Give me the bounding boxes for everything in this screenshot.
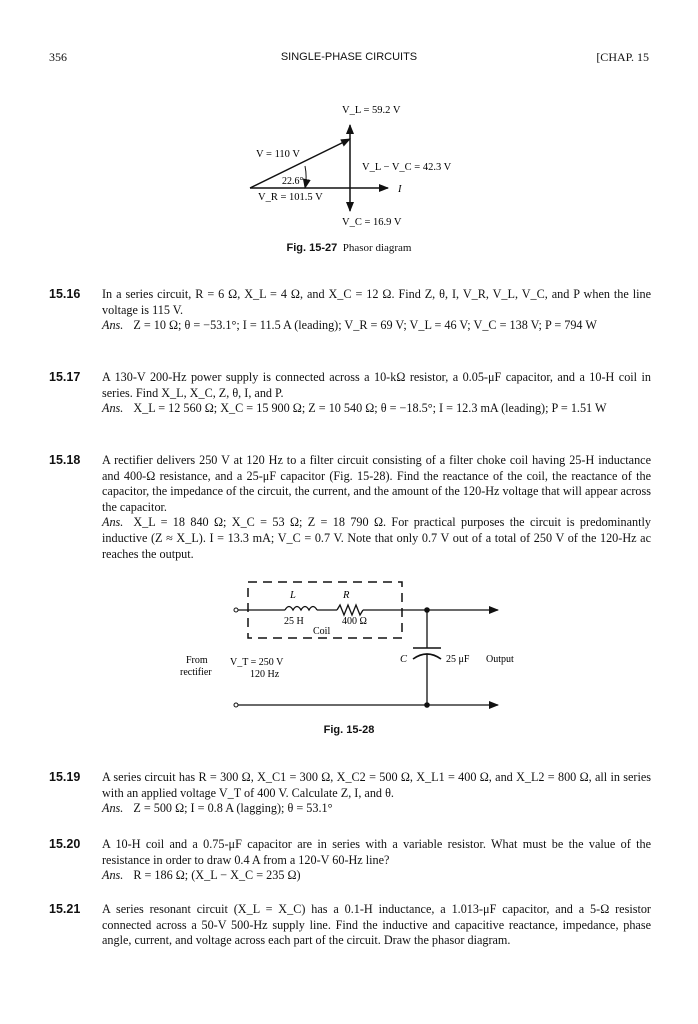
vr-label: V_R = 101.5 V [258,192,323,203]
v-label: V = 110 V [256,149,300,160]
problem-15-18 [49,453,651,562]
answer-text: Z = 500 Ω; I = 0.8 A (lagging); θ = 53.1° [133,801,333,816]
input-terminal-top [234,608,238,612]
fig27-caption [0,242,698,254]
from-label: From [186,655,208,666]
problem-15-16 [49,287,651,334]
problem-15-20 [49,837,651,884]
rectifier-label: rectifier [180,667,212,678]
answer-label: Ans. [102,801,124,816]
angle-arc [305,166,306,188]
resistor-symbol [337,605,363,615]
problem-number: 15.20 [49,837,81,851]
answer-text: X_L = 12 560 Ω; X_C = 15 900 Ω; Z = 10 540 Ω; θ = −18.5°; I = 12.3 mA (leading); P = 1.51 W [133,401,607,416]
vlvc-label: V_L − V_C = 42.3 V [362,162,452,173]
frequency-label: 120 Hz [250,669,280,680]
answer-label: Ans. [102,868,124,883]
angle-label: 22.6° [282,176,304,187]
capacitor-label: C [400,654,408,665]
problem-number: 15.18 [49,453,81,467]
problem-text: A 10-H coil and a 0.75-μF capacitor are in series with a variable resistor. What must be the value of the resistance in order to draw 0.4 A from a 120-V 60-Hz line? [102,837,651,867]
resistor-value: 400 Ω [342,616,367,627]
running-title: SINGLE-PHASE CIRCUITS [280,51,418,63]
inductor-symbol [285,607,317,611]
problem-number: 15.21 [49,902,81,916]
capacitor-value: 25 μF [446,654,470,665]
fig27-caption-label: Fig. 15-27 [286,242,338,254]
vc-label: V_C = 16.9 V [342,217,402,228]
problem-number: 15.16 [49,287,81,301]
problem-text: A series resonant circuit (X_L = X_C) has a 0.1-H inductance, a 1.013-μF capacitor, and a 5-Ω resistor connected across a 50-V 500-Hz supply line. Find the inductive and capacitive reactance, impedance, phase angle, current, and voltage across each part of the circuit. Draw the phasor diagram. [102,902,651,948]
output-label: Output [486,654,514,665]
answer-label: Ans. [102,515,124,530]
problem-number: 15.17 [49,370,81,384]
answer-text: X_L = 18 840 Ω; X_C = 53 Ω; Z = 18 790 Ω. For practical purposes the circuit is predominantly inductive (Z ≈ X_L). I = 13.3 mA; V_C = 0.7 V. Note that only 0.7 V out of a total of 250 V of the 120-Hz ac reaches the output. [102,515,651,561]
page-number: 356 [49,50,67,64]
coil-label: Coil [313,626,331,637]
vl-label: V_L = 59.2 V [342,105,401,116]
filter-circuit-diagram [0,570,698,740]
fig28-caption-label: Fig. 15-28 [323,724,375,736]
vt-label: V_T = 250 V [230,657,284,668]
problem-text: A 130-V 200-Hz power supply is connected across a 10-kΩ resistor, a 0.05-μF capacitor, and a 10-H coil in series. Find X_L, X_C, Z, θ, I, and P. [102,370,651,400]
problem-text: A series circuit has R = 300 Ω, X_C1 = 300 Ω, X_C2 = 500 Ω, X_L1 = 400 Ω, and X_L2 = 800 Ω, all in series with an applied voltage V_T of 400 V. Calculate Z, I, and θ. [102,770,651,800]
fig28-caption [0,724,698,736]
problem-text: In a series circuit, R = 6 Ω, X_L = 4 Ω, and X_C = 12 Ω. Find Z, θ, I, V_R, V_L, V_C, and P when the line voltage is 115 V. [102,287,651,317]
inductor-label: L [290,590,296,601]
i-label: I [398,184,402,195]
problem-number: 15.19 [49,770,81,784]
resistor-label: R [343,590,350,601]
answer-text: Z = 10 Ω; θ = −53.1°; I = 11.5 A (leading); V_R = 69 V; V_L = 46 V; V_C = 138 V; P = 794 W [133,318,597,333]
inductor-value: 25 H [284,616,304,627]
answer-label: Ans. [102,401,124,416]
problem-text: A rectifier delivers 250 V at 120 Hz to a filter circuit consisting of a filter choke coil having 25-H inductance and 400-Ω resistance, and a 25-μF capacitor (Fig. 15-28). Find the reactance of the coil, the reactance of the capacitor, the impedance of the circuit, the current, and the amount of the 120-Hz voltage that will appear across the capacitor. [102,453,651,514]
problem-15-17 [49,370,651,417]
input-terminal-bottom [234,703,238,707]
fig27-caption-text: Phasor diagram [342,242,412,254]
problem-15-21 [49,902,651,949]
phasor-diagram [0,95,698,265]
answer-text: R = 186 Ω; (X_L − X_C = 235 Ω) [133,868,301,883]
chapter-label: [CHAP. 15 [596,50,649,64]
problem-15-19 [49,770,651,817]
answer-label: Ans. [102,318,124,333]
